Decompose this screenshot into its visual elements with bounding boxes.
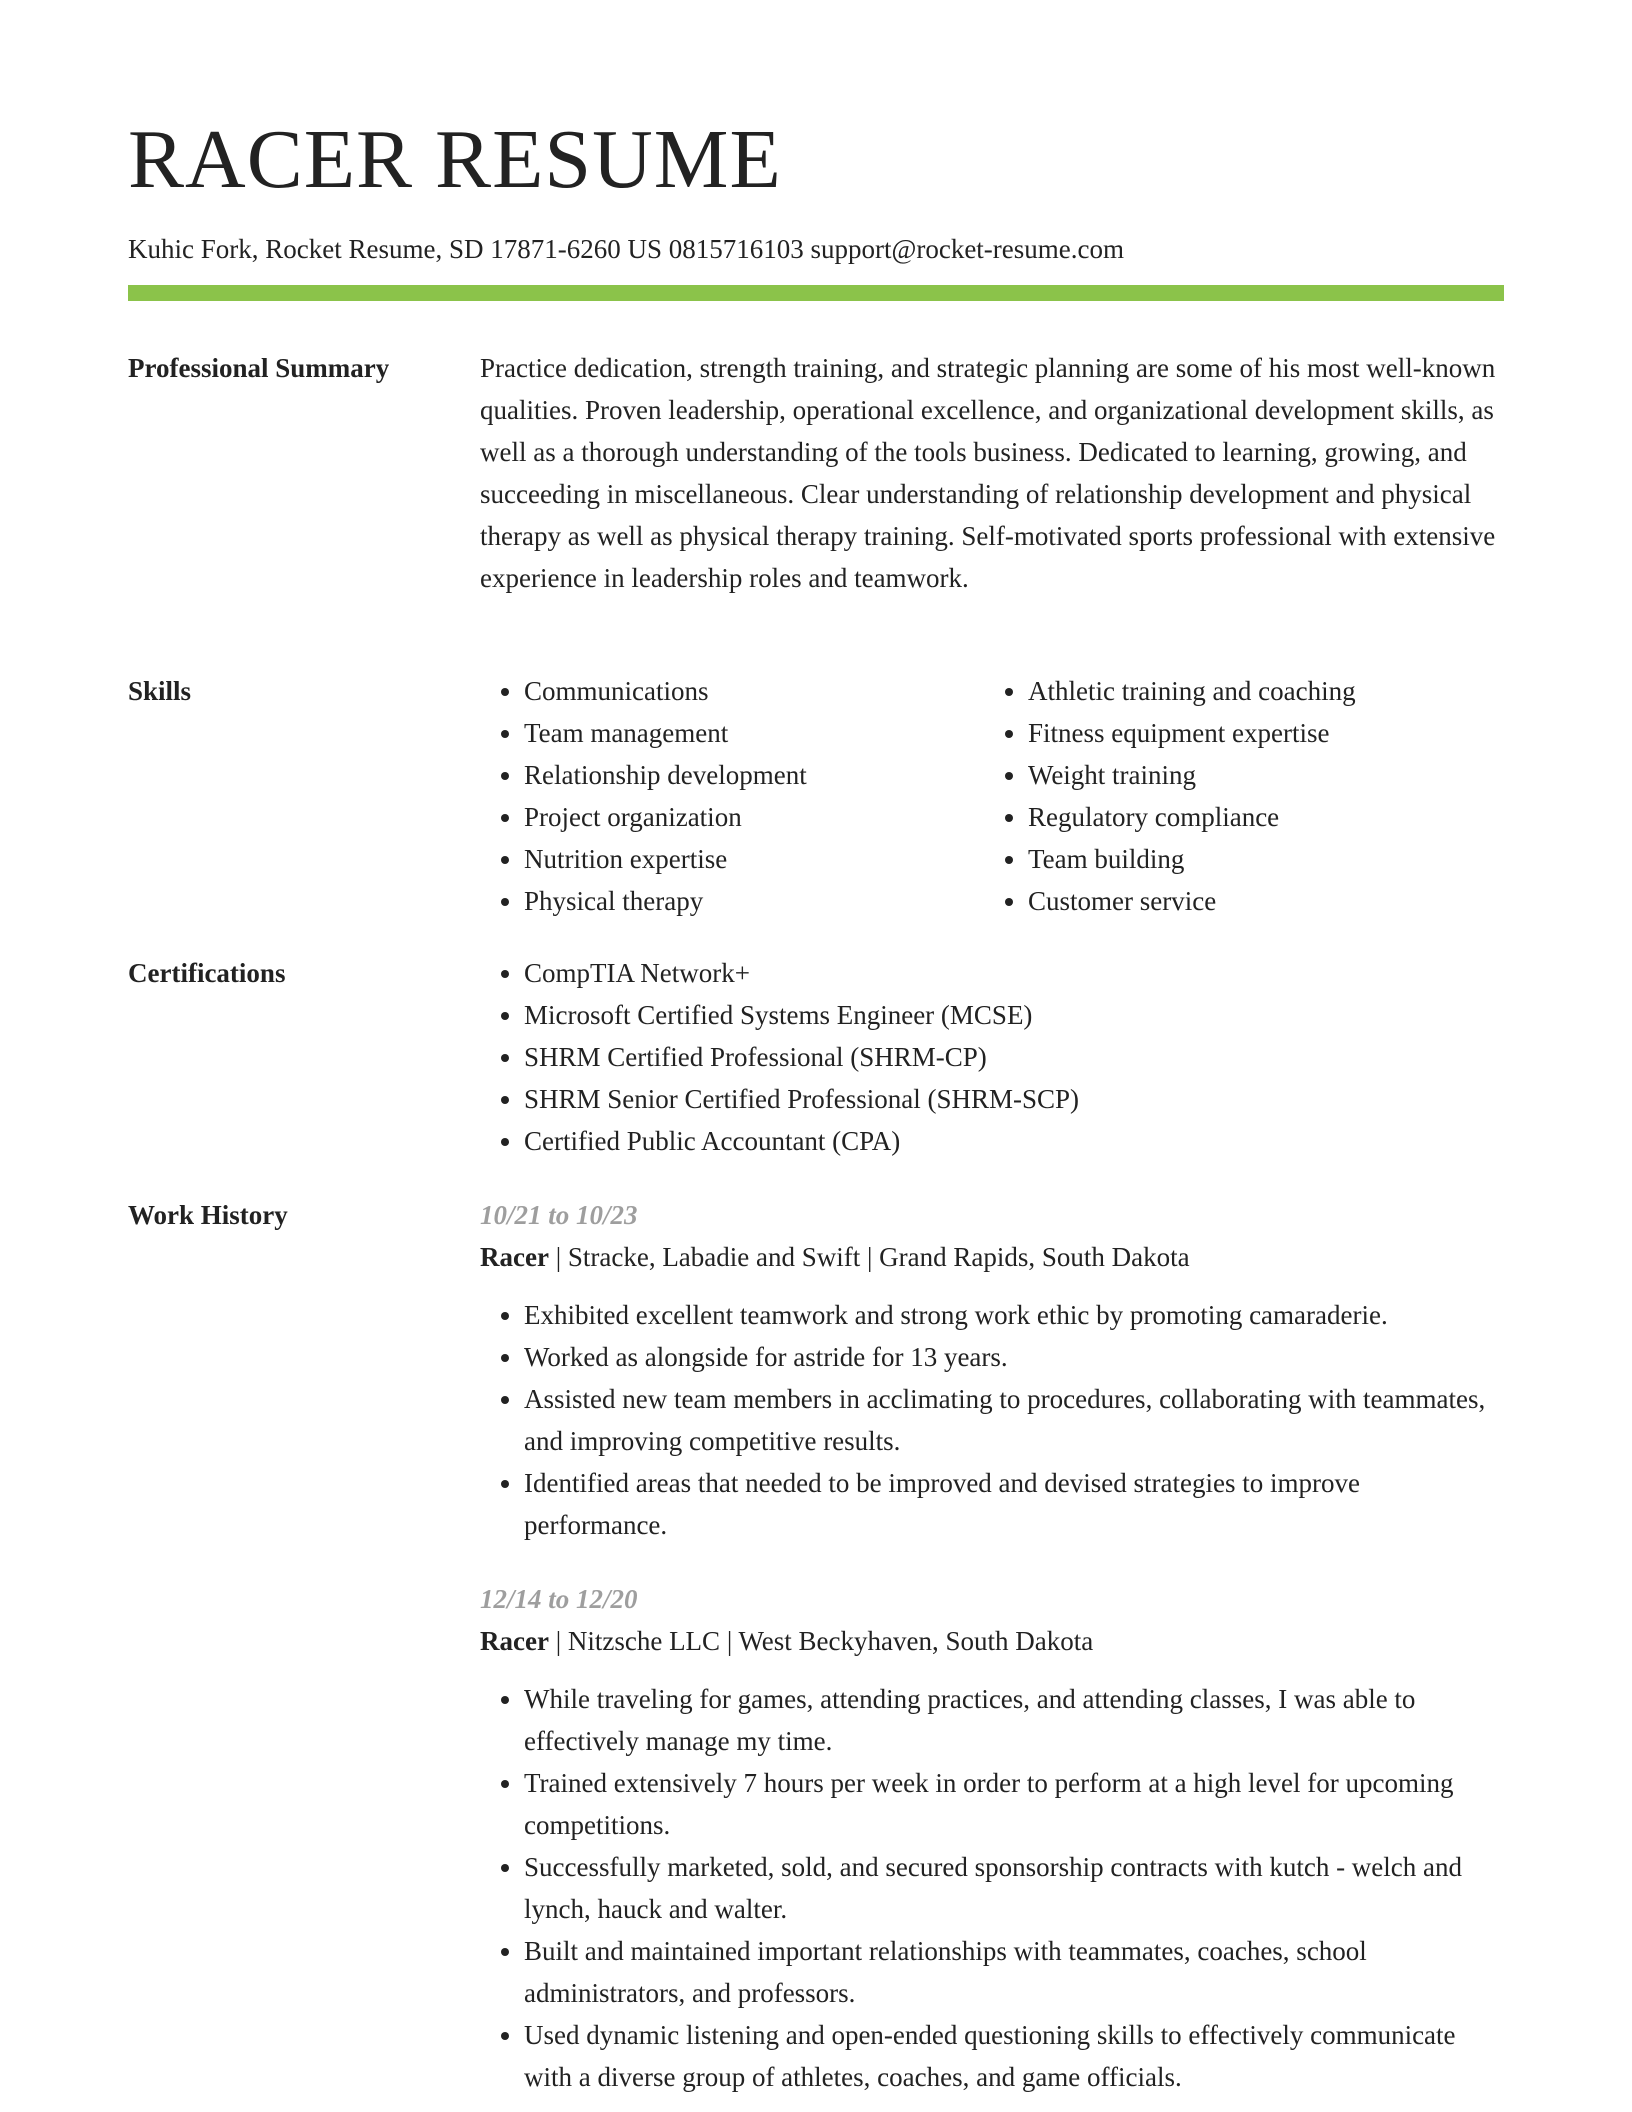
certifications-body: [480, 952, 1504, 1162]
job-title-line: [480, 1236, 1504, 1278]
skill-item: • Fitness equipment expertise: [1028, 712, 1488, 754]
certifications-heading: Certifications: [128, 958, 286, 988]
skills-column-left: [480, 670, 984, 922]
job-dates: 12/14 to 12/20: [480, 1584, 638, 1614]
skill-item: • Customer service: [1028, 880, 1488, 922]
certification-item: • CompTIA Network+: [524, 952, 1504, 994]
skill-item: • Nutrition expertise: [524, 838, 984, 880]
summary-text: Practice dedication, strength training, and strategic planning are some of his most well-known qualities. Proven leadership, operational excellence, and organizational development skills, as well as a thorough understanding of the tools business. Dedicated to learning, growing, and succeeding in miscellaneous. Clear understanding of relationship development and physical therapy as well as physical therapy training. Self-motivated sports professional with extensive experience in leadership roles and teamwork.: [480, 353, 1496, 593]
job-bullet: • Built and maintained important relationships with teammates, coaches, school administrators, and professors.: [524, 1930, 1504, 2014]
job-title-line: [480, 1620, 1504, 1662]
job-bullet: • Assisted new team members in acclimating to procedures, collaborating with teammates, and improving competitive results.: [524, 1378, 1504, 1462]
job-bullet: • Worked as alongside for astride for 13 years.: [524, 1336, 1504, 1378]
job-bullets: [480, 1678, 1504, 2098]
skill-item: • Weight training: [1028, 754, 1488, 796]
job-bullet: • Trained extensively 7 hours per week in order to perform at a high level for upcoming competitions.: [524, 1762, 1504, 1846]
job-bullet: • Successfully marketed, sold, and secured sponsorship contracts with kutch - welch and lynch, hauck and walter.: [524, 1846, 1504, 1930]
certifications-list: [480, 952, 1504, 1162]
certification-item: • Microsoft Certified Systems Engineer (MCSE): [524, 994, 1504, 1036]
job-entry: [480, 1194, 1504, 1546]
job-bullet: • Used dynamic listening and open-ended questioning skills to effectively communicate with a diverse group of athletes, coaches, and game officials.: [524, 2014, 1504, 2098]
work-history-body: [480, 1194, 1504, 2098]
skill-item: • Regulatory compliance: [1028, 796, 1488, 838]
job-dates: 10/21 to 10/23: [480, 1200, 638, 1230]
header-divider: [128, 285, 1504, 301]
certification-item: • SHRM Senior Certified Professional (SHRM-SCP): [524, 1078, 1504, 1120]
skills-list-left: [480, 670, 984, 922]
skill-item: • Communications: [524, 670, 984, 712]
skill-item: • Team building: [1028, 838, 1488, 880]
skill-item: • Project organization: [524, 796, 984, 838]
job-entry: [480, 1578, 1504, 2098]
contact-info: Kuhic Fork, Rocket Resume, SD 17871-6260 US 0815716103 support@rocket-resume.com: [128, 234, 1124, 264]
job-employer-location: | Stracke, Labadie and Swift | Grand Rapids, South Dakota: [548, 1242, 1190, 1272]
skill-item: • Athletic training and coaching: [1028, 670, 1488, 712]
job-bullet: • While traveling for games, attending practices, and attending classes, I was able to effectively manage my time.: [524, 1678, 1504, 1762]
skills-body: [480, 670, 1504, 922]
summary-heading: Professional Summary: [128, 353, 390, 383]
skill-item: • Relationship development: [524, 754, 984, 796]
job-bullets: [480, 1294, 1504, 1546]
skill-item: • Team management: [524, 712, 984, 754]
skills-column-right: [984, 670, 1488, 922]
skill-item: • Physical therapy: [524, 880, 984, 922]
certification-item: • Certified Public Accountant (CPA): [524, 1120, 1504, 1162]
job-bullet: • Exhibited excellent teamwork and strong work ethic by promoting camaraderie.: [524, 1294, 1504, 1336]
resume-name: RACER RESUME: [128, 113, 782, 206]
job-bullet: • Identified areas that needed to be improved and devised strategies to improve performance.: [524, 1462, 1504, 1546]
summary-body: [480, 347, 1504, 599]
work-history-heading: Work History: [128, 1200, 288, 1230]
job-title: Racer: [480, 1242, 549, 1272]
job-title: Racer: [480, 1626, 549, 1656]
skills-columns: [480, 670, 1504, 922]
skills-list-right: [984, 670, 1488, 922]
certification-item: • SHRM Certified Professional (SHRM-CP): [524, 1036, 1504, 1078]
job-employer-location: | Nitzsche LLC | West Beckyhaven, South Dakota: [548, 1626, 1094, 1656]
skills-heading: Skills: [128, 676, 192, 706]
